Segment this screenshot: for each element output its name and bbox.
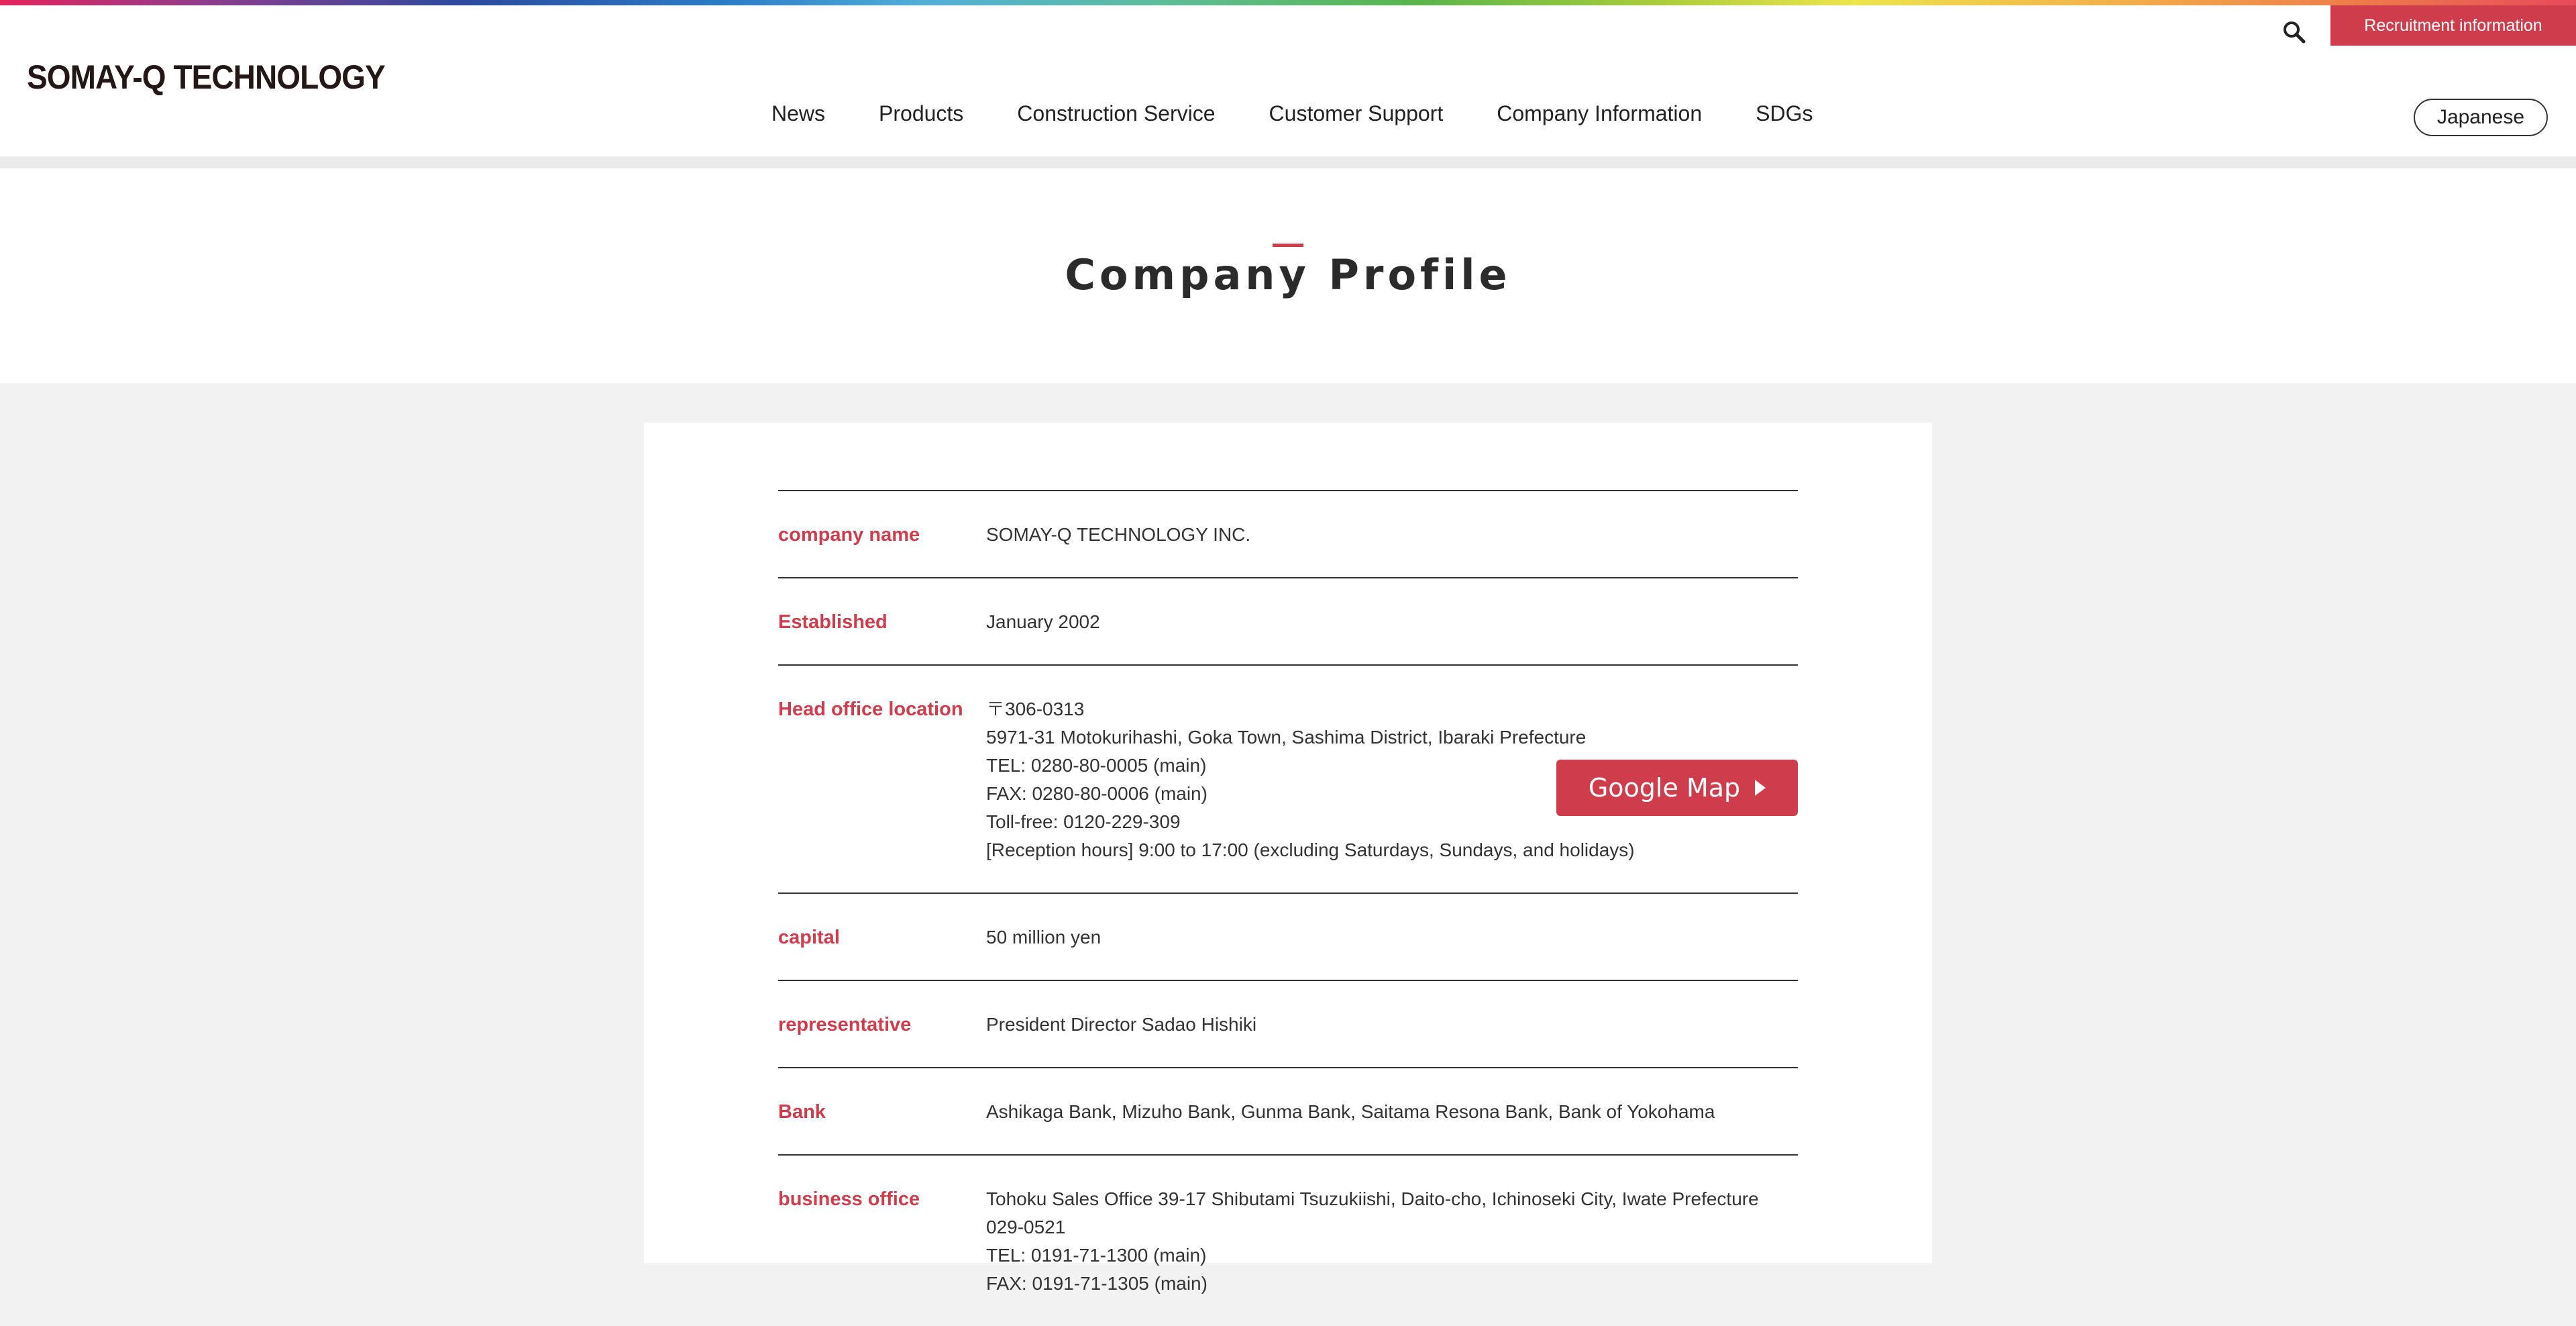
google-map-label: Google Map bbox=[1588, 773, 1741, 803]
nav-construction-service[interactable]: Construction Service bbox=[1017, 101, 1216, 125]
value-head-office bbox=[986, 665, 1798, 893]
triangle-right-icon bbox=[1755, 780, 1766, 796]
row-business-office bbox=[778, 1155, 1798, 1326]
row-established bbox=[778, 578, 1798, 665]
row-representative bbox=[778, 980, 1798, 1068]
value-capital: 50 million yen bbox=[986, 927, 1102, 948]
header-divider bbox=[0, 156, 2576, 168]
page-title: Company Profile bbox=[1065, 250, 1511, 299]
nav-sdgs[interactable]: SDGs bbox=[1756, 101, 1813, 125]
language-switch-button[interactable]: Japanese bbox=[2414, 99, 2548, 136]
address: 5971-31 Motokurihashi, Goka Town, Sashima District, Ibaraki Prefecture bbox=[986, 727, 1587, 748]
label-representative: representative bbox=[778, 1014, 912, 1035]
value-company-name: SOMAY-Q TECHNOLOGY INC. bbox=[986, 524, 1251, 545]
office-postal-code: 029-0521 bbox=[986, 1217, 1066, 1237]
toll-free: Toll-free: 0120-229-309 bbox=[986, 811, 1181, 832]
row-bank bbox=[778, 1068, 1798, 1155]
row-company-name bbox=[778, 491, 1798, 578]
value-established: January 2002 bbox=[986, 611, 1100, 632]
label-bank: Bank bbox=[778, 1101, 826, 1123]
nav-company-information[interactable]: Company Information bbox=[1497, 101, 1703, 125]
value-bank: Ashikaga Bank, Mizuho Bank, Gunma Bank, Saitama Resona Bank, Bank of Yokohama bbox=[986, 1101, 1715, 1122]
rainbow-top-bar bbox=[0, 0, 2576, 5]
global-nav bbox=[751, 101, 1839, 126]
fax: FAX: 0280-80-0006 (main) bbox=[986, 783, 1208, 804]
label-head-office: Head office location bbox=[778, 699, 963, 720]
label-capital: capital bbox=[778, 927, 840, 948]
office-tel: TEL: 0191-71-1300 (main) bbox=[986, 1245, 1207, 1266]
search-button[interactable] bbox=[2277, 15, 2312, 50]
row-head-office bbox=[778, 665, 1798, 893]
title-accent-mark bbox=[1273, 244, 1303, 247]
nav-customer-support[interactable]: Customer Support bbox=[1269, 101, 1444, 125]
site-logo[interactable]: SOMAY-Q TECHNOLOGY bbox=[27, 58, 385, 96]
nav-news[interactable]: News bbox=[771, 101, 826, 125]
site-header bbox=[0, 5, 2576, 156]
recruitment-button[interactable]: Recruitment information bbox=[2330, 5, 2576, 46]
google-map-button[interactable] bbox=[1556, 760, 1798, 816]
profile-card bbox=[644, 423, 1932, 1294]
company-profile-table bbox=[778, 490, 1798, 1326]
nav-products[interactable]: Products bbox=[879, 101, 964, 125]
value-representative: President Director Sadao Hishiki bbox=[986, 1014, 1257, 1035]
label-business-office: business office bbox=[778, 1188, 920, 1210]
search-icon bbox=[2277, 15, 2312, 50]
label-established: Established bbox=[778, 611, 888, 633]
tel: TEL: 0280-80-0005 (main) bbox=[986, 755, 1207, 776]
row-capital bbox=[778, 893, 1798, 980]
reception-hours: [Reception hours] 9:00 to 17:00 (excluding Saturdays, Sundays, and holidays) bbox=[986, 839, 1635, 860]
value-business-office bbox=[986, 1155, 1798, 1326]
label-company-name: company name bbox=[778, 524, 920, 546]
office-fax: FAX: 0191-71-1305 (main) bbox=[986, 1273, 1208, 1294]
office-address: Tohoku Sales Office 39-17 Shibutami Tsuzukiishi, Daito-cho, Ichinoseki City, Iwate Prefecture bbox=[986, 1188, 1759, 1209]
postal-code: 〒306-0313 bbox=[986, 699, 1085, 719]
